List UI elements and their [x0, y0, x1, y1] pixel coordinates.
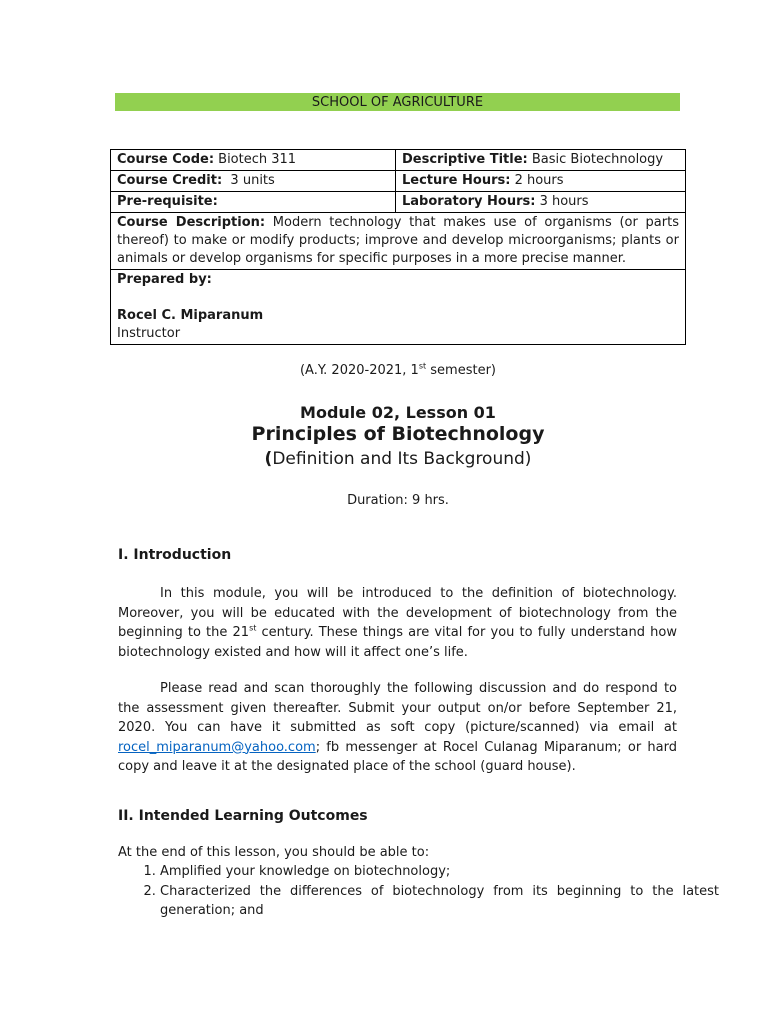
introduction-heading: I. Introduction	[118, 547, 232, 563]
intro-p1-rest: century. These things are vital for you to fully understand how biotechnology existed and how will it affect one’s life.	[118, 625, 677, 660]
subtitle-paren: (	[264, 449, 273, 469]
table-row	[111, 270, 686, 345]
prerequisite-label: Pre-requisite:	[117, 194, 218, 209]
outcomes-list	[118, 862, 719, 921]
course-code-label: Course Code:	[117, 152, 215, 167]
course-credit-cell	[111, 171, 396, 192]
course-info-table	[110, 149, 686, 345]
descriptive-title-value: Basic Biotechnology	[527, 152, 664, 167]
intro-p2-rest: ; fb messenger at Rocel Culanag Miparanum; or hard copy and leave it at the designated place of the school (guard house).	[118, 739, 677, 774]
laboratory-hours-label: Laboratory Hours:	[402, 194, 536, 209]
introduction-paragraph-2	[118, 679, 677, 777]
laboratory-hours-cell	[396, 192, 686, 213]
prepared-by-label: Prepared by:	[117, 272, 212, 287]
prepared-by-cell	[111, 270, 686, 345]
course-credit-value: 3 units	[222, 173, 275, 188]
course-code-cell	[111, 150, 396, 171]
instructor-name: Rocel C. Miparanum	[117, 308, 264, 323]
descriptive-title-cell	[396, 150, 686, 171]
laboratory-hours-value: 3 hours	[535, 194, 589, 209]
table-row	[111, 192, 686, 213]
lecture-hours-label: Lecture Hours:	[402, 173, 511, 188]
subtitle-text: Definition and Its Background)	[272, 449, 532, 469]
academic-year-sup: st	[418, 361, 427, 371]
course-description-value: Modern technology that makes use of organisms (or parts thereof) to make or modify products; improve and develop microorganisms; plants or animals or develop organisms for specific purposes in a more precise manner.	[117, 215, 679, 266]
intro-p1-text: In this module, you will be introduced to the definition of biotechnology. Moreover, you will be educated with the development of biotechnology from the beginning to the 21	[118, 586, 677, 640]
module-title: Module 02, Lesson 01	[300, 403, 496, 422]
lecture-hours-cell	[396, 171, 686, 192]
academic-year-semester: semester)	[426, 363, 496, 378]
course-description-cell	[111, 213, 686, 270]
lecture-hours-value: 2 hours	[510, 173, 564, 188]
table-row	[111, 213, 686, 270]
intro-p2-text: Please read and scan thoroughly the following discussion and do respond to the assessment given thereafter. Submit your output on/or before September 21, 2020. You can have it submitted as soft copy (picture/scanned) via email at	[118, 681, 677, 735]
list-item: 2. Characterized the differences of biotechnology from its beginning to the latest generation; and	[160, 882, 719, 921]
duration: Duration: 9 hrs.	[347, 493, 449, 508]
course-credit-label: Course Credit:	[117, 173, 223, 188]
course-code-value: Biotech 311	[214, 152, 297, 167]
outcomes-lead: At the end of this lesson, you should be able to:	[118, 845, 430, 860]
course-description-label: Course Description:	[117, 215, 266, 230]
outcomes-heading: II. Intended Learning Outcomes	[118, 808, 368, 824]
academic-year-text: (A.Y. 2020-2021, 1	[299, 363, 419, 378]
introduction-paragraph-1	[118, 584, 677, 662]
intro-p1-sup: st	[249, 623, 257, 633]
prerequisite-cell	[111, 192, 396, 213]
lesson-title: Principles of Biotechnology	[251, 423, 545, 445]
descriptive-title-label: Descriptive Title:	[402, 152, 528, 167]
table-row	[111, 150, 686, 171]
instructor-role: Instructor	[117, 326, 181, 341]
lesson-subtitle	[0, 449, 768, 469]
academic-year	[0, 363, 768, 378]
table-row	[111, 171, 686, 192]
school-banner: SCHOOL OF AGRICULTURE	[115, 93, 680, 111]
list-item: 1. Amplified your knowledge on biotechnology;	[160, 862, 719, 882]
email-link[interactable]: rocel_miparanum@yahoo.com	[118, 739, 316, 755]
